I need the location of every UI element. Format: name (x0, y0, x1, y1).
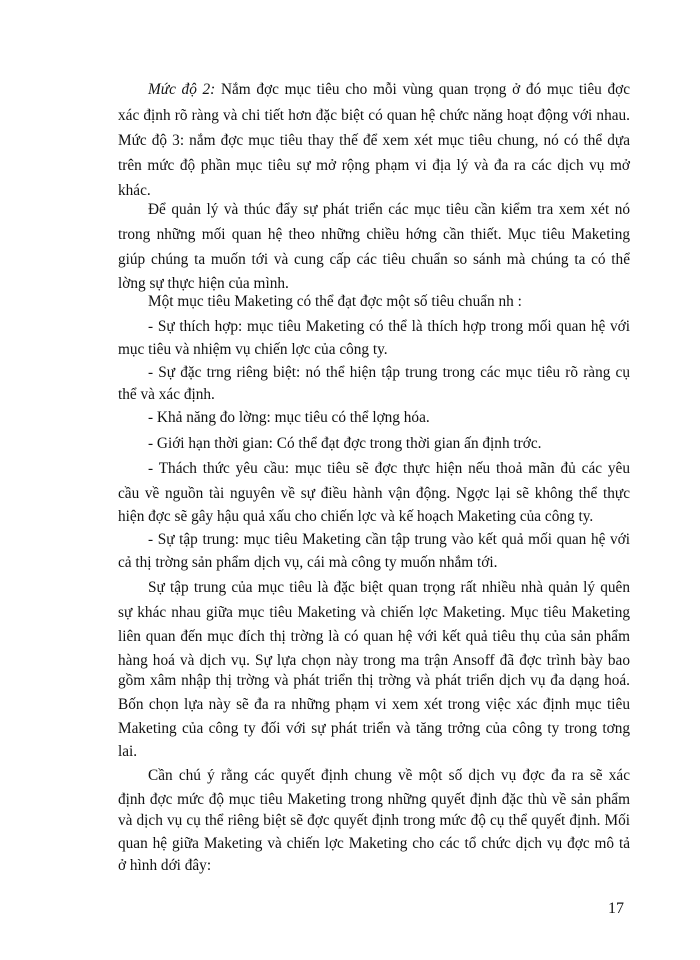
text-line: thể và xác định. (118, 386, 215, 403)
text-line: Để quản lý và thúc đẩy sự phát triển các mục tiêu cần kiểm tra xem xét nó (148, 201, 630, 218)
text-line: liên quan đến mục đích thị trờng là có quan hệ với kết quả tiêu thụ của sản phẩm (118, 628, 630, 645)
text-line: - Giới hạn thời gian: Có thể đạt đợc trong thời gian ấn định trớc. (148, 435, 542, 452)
text-line: trong những mối quan hệ theo những chiều hớng cần thiết. Mục tiêu Maketing (118, 226, 630, 243)
text-line: gồm xâm nhập thị trờng và phát triển thị trờng và phát triển dịch vụ đa dạng hoá. (118, 672, 630, 689)
text-line: xác định rõ ràng và chi tiết hơn đặc biệt có quan hệ chức năng hoạt động với nhau. (118, 107, 630, 124)
text-line: - Sự thích hợp: mục tiêu Maketing có thể là thích hợp trong mối quan hệ với (148, 318, 630, 335)
text-line: sự khác nhau giữa mục tiêu Maketing và chiến lợc Maketing. Mục tiêu Maketing (118, 604, 630, 621)
text-line: Mức độ 3: nắm đợc mục tiêu thay thế để xem xét mục tiêu chung, nó có thể dựa (118, 132, 630, 149)
text-line: Sự tập trung của mục tiêu là đặc biệt quan trọng rất nhiều nhà quản lý quên (148, 579, 630, 596)
text-line: lai. (118, 743, 138, 760)
text-line-content: Nắm đợc mục tiêu cho mỗi vùng quan trọng ở đó mục tiêu đợc (215, 81, 630, 98)
text-line: hiện đợc sẽ gây hậu quả xấu cho chiến lợc và kế hoạch Maketing của công ty. (118, 508, 594, 525)
text-line: hàng hoá và dịch vụ. Sự lựa chọn này trong ma trận Ansoff đã đợc trình bày bao (118, 652, 630, 669)
text-line: khác. (118, 182, 151, 199)
text-line: - Sự tập trung: mục tiêu Maketing cần tập trung vào kết quả mối quan hệ với (148, 531, 630, 548)
text-line: - Thách thức yêu cầu: mục tiêu sẽ đợc thực hiện nếu thoả mãn đủ các yêu (148, 460, 630, 477)
text-line (148, 80, 630, 100)
text-line: mục tiêu và nhiệm vụ chiến lợc của công ty. (118, 341, 388, 358)
text-line: Bốn chọn lựa này sẽ đa ra những phạm vi xem xét trong việc xác định mục tiêu (118, 696, 630, 713)
page-number: 17 (608, 900, 624, 917)
text-line: ở hình dới đây: (118, 857, 212, 874)
text-line: Một mục tiêu Maketing có thể đạt đợc một số tiêu chuẩn nh : (148, 293, 522, 310)
text-line: cả thị trờng sản phẩm dịch vụ, cái mà công ty muốn nhắm tới. (118, 554, 498, 571)
text-line: và dịch vụ cụ thể riêng biệt sẽ đợc quyết định trong mức độ cụ thể quyết định. Mối (118, 812, 630, 829)
text-line: - Sự đặc trng riêng biệt: nó thể hiện tập trung trong các mục tiêu rõ ràng cụ (148, 364, 630, 381)
text-line: cầu về nguồn tài nguyên về sự điều hành vận động. Ngợc lại sẽ không thể thực (118, 485, 630, 502)
text-line: trên mức độ phần mục tiêu sự mở rộng phạm vi địa lý và đa ra các dịch vụ mở (118, 157, 630, 174)
text-line: lờng sự thực hiện của mình. (118, 275, 289, 292)
text-line: - Khả năng đo lờng: mục tiêu có thể lợng hóa. (148, 409, 430, 426)
text-line: quan hệ giữa Maketing và chiến lợc Maketing cho các tổ chức dịch vụ đợc mô tả (118, 835, 630, 852)
text-line: định đợc mức độ mục tiêu Maketing trong những quyết định đặc thù về sản phẩm (118, 791, 630, 808)
text-line: giúp chúng ta muốn tới và cung cấp các tiêu chuẩn so sánh mà chúng ta có thể (118, 251, 630, 268)
text-line: Cần chú ý rằng các quyết định chung về một số dịch vụ đợc đa ra sẽ xác (148, 767, 630, 784)
text-line-label: Mức độ 2: (148, 81, 216, 98)
text-line: Maketing của công ty đối với sự phát triển và tăng trởng của công ty trong tơng (118, 720, 630, 737)
